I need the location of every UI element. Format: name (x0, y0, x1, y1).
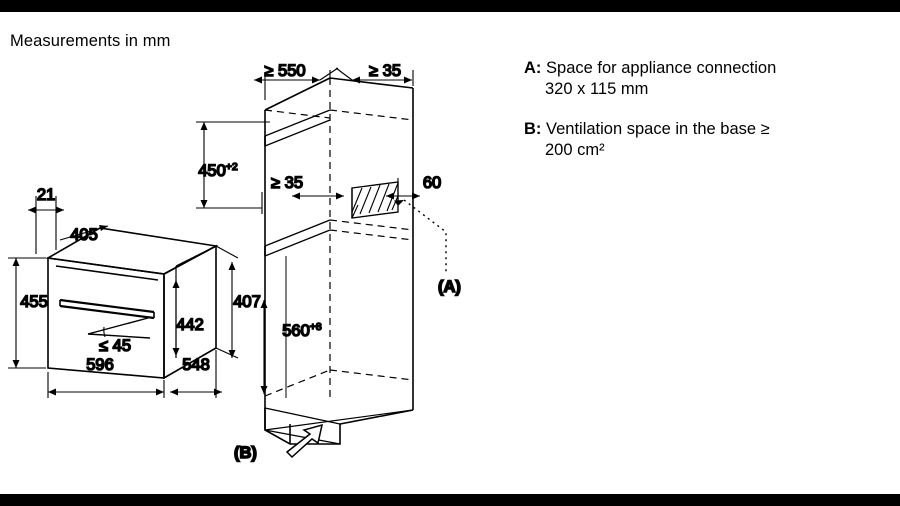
legend-entry-a (524, 58, 884, 100)
marker-a: (A) (438, 278, 461, 296)
niche-dimension-lines (196, 68, 446, 457)
dim-405: 405 (70, 226, 98, 244)
dim-angle-45: ≤ 45 (99, 337, 131, 355)
legend-b-key: B: (524, 120, 542, 138)
dim-min-35-mid: ≥ 35 (271, 174, 303, 192)
dim-407: 407 (233, 293, 261, 311)
marker-b: (B) (234, 444, 257, 462)
dim-450: $450^{+2}$ (198, 161, 238, 180)
dim-455: 455 (20, 293, 48, 311)
legend-a-key: A: (524, 59, 542, 77)
legend-a-line1: Space for appliance connection (546, 59, 777, 77)
dim-442: 442 (176, 316, 204, 334)
page-title: Measurements in mm (10, 32, 171, 50)
niche-drawing (265, 78, 413, 444)
dim-min-550: ≥ 550 (264, 62, 306, 80)
dim-21: 21 (36, 186, 56, 204)
dim-min-35-top: ≥ 35 (369, 62, 401, 80)
legend-b-line1: Ventilation space in the base ≥ (546, 120, 770, 138)
dim-548: 548 (182, 356, 210, 374)
dim-60: 60 (422, 174, 442, 192)
legend-b-line2: 200 cm² (545, 141, 605, 159)
dim-560: $560^{+8}$ (282, 321, 322, 340)
dim-596: 596 (86, 356, 114, 374)
legend-entry-b (524, 119, 884, 161)
legend-a-line2: 320 x 115 mm (545, 80, 649, 98)
